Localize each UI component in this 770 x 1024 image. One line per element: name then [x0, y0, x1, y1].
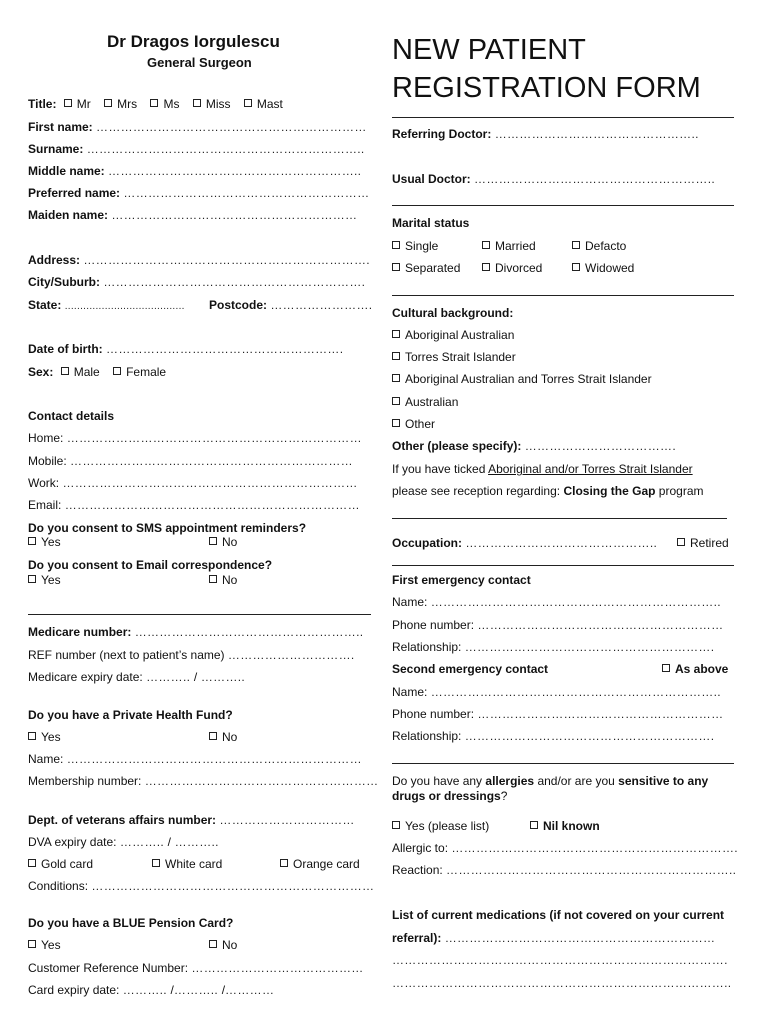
title-option-mr[interactable] — [64, 97, 91, 111]
note-text: program — [655, 484, 704, 498]
date-separator: / — [193, 670, 198, 684]
city-field[interactable]: City/Suburb: ………………………………………………………. — [28, 275, 366, 289]
checkbox[interactable] — [209, 940, 217, 948]
field-label: Email: — [28, 498, 62, 512]
checkbox[interactable] — [28, 940, 36, 948]
section-divider — [392, 565, 734, 566]
checkbox[interactable] — [392, 821, 400, 829]
phf-no-option[interactable] — [209, 730, 237, 744]
checkbox[interactable] — [113, 367, 121, 375]
question-text: and/or are you — [534, 774, 619, 788]
title-option-miss[interactable] — [193, 97, 231, 111]
question-text: Do you have any — [392, 774, 486, 788]
option-label: No — [222, 938, 238, 952]
checkbox[interactable] — [152, 859, 160, 867]
pension-yes-option[interactable] — [28, 938, 61, 952]
field-label: Postcode: — [209, 298, 268, 312]
occupation-field[interactable]: Occupation: ……………………………………….. — [392, 536, 658, 550]
form-title-line2: REGISTRATION FORM — [392, 72, 701, 104]
option-label: Nil known — [543, 819, 600, 833]
title-row — [28, 97, 283, 111]
field-label: Name: — [28, 752, 64, 766]
option-label: Retired — [690, 536, 729, 550]
marital-divorced-option[interactable] — [482, 261, 542, 275]
section-divider — [392, 295, 734, 296]
first-emergency-relationship-field[interactable]: Relationship: ……………………………………………………. — [392, 640, 715, 654]
medicare-number-field[interactable]: Medicare number: ……………………………………………….. — [28, 625, 364, 639]
checkbox[interactable] — [572, 241, 580, 249]
conditions-field[interactable]: Conditions: …………………………………………………………… — [28, 879, 375, 893]
option-label: Torres Strait Islander — [405, 350, 516, 364]
second-emergency-phone-field[interactable]: Phone number: …………………………………………………… — [392, 707, 724, 721]
field-label: Membership number: — [28, 774, 142, 788]
field-label: State: — [28, 298, 62, 312]
nil-known-option[interactable] — [530, 819, 600, 833]
field-label: Relationship: — [392, 729, 462, 743]
field-label: Allergic to: — [392, 841, 449, 855]
checkbox[interactable] — [392, 397, 400, 405]
option-label: White card — [165, 857, 223, 871]
checkbox[interactable] — [104, 99, 112, 107]
ticked-note — [392, 462, 693, 476]
gold-card-option[interactable] — [28, 857, 93, 871]
checkbox[interactable] — [530, 821, 538, 829]
option-label: Single — [405, 239, 439, 253]
marital-married-option[interactable] — [482, 239, 536, 253]
section-divider — [392, 518, 727, 519]
option-label: Married — [495, 239, 536, 253]
second-emergency-relationship-field[interactable]: Relationship: ……………………………………………………. — [392, 729, 715, 743]
email-no-option[interactable] — [209, 573, 237, 587]
medications-heading: List of current medications (if not covered on your current — [392, 908, 725, 922]
question-bold: drugs or dressings — [392, 789, 501, 803]
marital-status-heading: Marital status — [392, 216, 470, 230]
first-emergency-name-field[interactable]: Name: …………………………………………………………….. — [392, 595, 721, 609]
option-label: Aboriginal Australian and Torres Strait Islander — [405, 372, 652, 386]
email-field[interactable]: Email: ……………………………………………………………… — [28, 498, 360, 512]
referring-doctor-field[interactable]: Referring Doctor: ………………………………………….. — [392, 127, 699, 141]
doctor-name: Dr Dragos Iorgulescu — [107, 32, 280, 51]
field-label: Maiden name: — [28, 208, 109, 222]
option-label: Mrs — [117, 97, 138, 111]
retired-option[interactable] — [677, 536, 729, 550]
field-label: City/Suburb: — [28, 275, 100, 289]
checkbox[interactable] — [28, 575, 36, 583]
private-health-fund-question: Do you have a Private Health Fund? — [28, 708, 233, 722]
sex-option-male[interactable] — [61, 365, 100, 379]
option-label: Yes — [41, 573, 61, 587]
field-label: Conditions: — [28, 879, 89, 893]
home-phone-field[interactable]: Home: ……………………………………………………………… — [28, 431, 362, 445]
marital-single-option[interactable] — [392, 239, 438, 253]
medicare-expiry-field[interactable]: Medicare expiry date: ……….. / ……….. — [28, 670, 246, 684]
cultural-both-option[interactable] — [392, 372, 652, 386]
dob-field[interactable]: Date of birth: …………………………………………………. — [28, 342, 344, 356]
section-divider — [392, 205, 734, 206]
sms-yes-option[interactable] — [28, 535, 61, 549]
option-label: Gold card — [41, 857, 94, 871]
checkbox[interactable] — [64, 99, 72, 107]
phf-yes-option[interactable] — [28, 730, 61, 744]
marital-separated-option[interactable] — [392, 261, 460, 275]
work-phone-field[interactable]: Work: ……………………………………………………………… — [28, 476, 358, 490]
checkbox[interactable] — [28, 732, 36, 740]
option-label: No — [222, 730, 238, 744]
dva-number-field[interactable]: Dept. of veterans affairs number: …………………………… — [28, 813, 355, 827]
field-label: Dept. of veterans affairs number: — [28, 813, 217, 827]
checkbox[interactable] — [193, 99, 201, 107]
option-label: No — [222, 535, 238, 549]
email-yes-option[interactable] — [28, 573, 61, 587]
option-label: Aboriginal Australian — [405, 328, 515, 342]
question-text: ? — [500, 789, 508, 803]
dva-expiry-field[interactable]: DVA expiry date: ……….. / ……….. — [28, 835, 219, 849]
medications-field-line1[interactable]: referral): ………………………………………………………… — [392, 931, 716, 945]
field-label: Home: — [28, 431, 64, 445]
option-label: Widowed — [585, 261, 635, 275]
field-label: Phone number: — [392, 618, 475, 632]
checkbox[interactable] — [209, 575, 217, 583]
field-label: DVA expiry date: — [28, 835, 117, 849]
question-bold: sensitive to any — [618, 774, 709, 788]
field-label: Phone number: — [392, 707, 475, 721]
preferred-name-field[interactable]: Preferred name: …………………………………………………… — [28, 186, 370, 200]
option-label: Miss — [205, 97, 231, 111]
option-label: Divorced — [495, 261, 543, 275]
checkbox[interactable] — [482, 241, 490, 249]
field-label: Medicare expiry date: — [28, 670, 143, 684]
checkbox[interactable] — [392, 263, 400, 271]
state-field[interactable]: State: ....................................... — [28, 298, 185, 312]
option-label: Yes — [41, 730, 61, 744]
medications-field-line3[interactable]: ……………………………………………………………………….. — [392, 976, 732, 990]
field-label: Name: — [392, 685, 428, 699]
contact-details-heading: Contact details — [28, 409, 115, 423]
note-underlined: Aboriginal and/or Torres Strait Islander — [488, 462, 693, 476]
field-label: Date of birth: — [28, 342, 103, 356]
cultural-aboriginal-option[interactable] — [392, 328, 514, 342]
note-text: If you have ticked — [392, 462, 489, 476]
reaction-field[interactable]: Reaction: …………………………………………………………….. — [392, 863, 737, 877]
option-label: Yes — [41, 938, 61, 952]
checkbox[interactable] — [392, 352, 400, 360]
medications-field-line2[interactable]: ………………………………………………………………………. — [392, 953, 728, 967]
field-label: Preferred name: — [28, 186, 121, 200]
option-label: Female — [126, 365, 167, 379]
doctor-role: General Surgeon — [147, 55, 252, 70]
sms-no-option[interactable] — [209, 535, 237, 549]
cultural-torres-option[interactable] — [392, 350, 516, 364]
checkbox[interactable] — [61, 367, 69, 375]
field-label: Surname: — [28, 142, 84, 156]
field-label: Other (please specify): — [392, 439, 522, 453]
checkbox[interactable] — [662, 664, 670, 672]
usual-doctor-field[interactable]: Usual Doctor: ………………………………………………….. — [392, 172, 715, 186]
option-label: No — [222, 573, 238, 587]
title-option-mast[interactable] — [244, 97, 283, 111]
checkbox[interactable] — [209, 537, 217, 545]
reception-note — [392, 484, 704, 498]
checkbox[interactable] — [392, 241, 400, 249]
note-text: please see reception regarding: — [392, 484, 564, 498]
field-label: Middle name: — [28, 164, 105, 178]
date-separator: / — [167, 835, 171, 849]
marital-widowed-option[interactable] — [572, 261, 634, 275]
checkbox[interactable] — [572, 263, 580, 271]
section-divider — [392, 117, 734, 118]
other-specify-field[interactable]: Other (please specify): ………………………………. — [392, 439, 676, 453]
date-separator: / — [170, 983, 174, 997]
option-label: Male — [73, 365, 100, 379]
title-option-ms[interactable] — [150, 97, 179, 111]
checkbox[interactable] — [392, 330, 400, 338]
checkbox[interactable] — [244, 99, 252, 107]
field-label: Address: — [28, 253, 81, 267]
as-above-option[interactable] — [662, 662, 728, 676]
mobile-phone-field[interactable]: Mobile: …………………………………………………………… — [28, 454, 353, 468]
sex-label: Sex: — [28, 365, 54, 379]
field-label: Name: — [392, 595, 428, 609]
checkbox[interactable] — [209, 732, 217, 740]
date-separator: / — [221, 983, 226, 997]
checkbox[interactable] — [392, 374, 400, 382]
card-expiry-field[interactable]: Card expiry date: ……….. /……….. /………… — [28, 983, 275, 997]
field-label: Reaction: — [392, 863, 443, 877]
option-label: Defacto — [585, 239, 627, 253]
postcode-field[interactable]: Postcode: ……………………. — [209, 298, 373, 312]
option-label: Australian — [405, 395, 459, 409]
allergic-to-field[interactable]: Allergic to: ……………………………………………………………. — [392, 841, 738, 855]
field-label: First name: — [28, 120, 93, 134]
field-label: Referring Doctor: — [392, 127, 492, 141]
maiden-name-field[interactable]: Maiden name: …………………………………………………… — [28, 208, 358, 222]
field-label: Relationship: — [392, 640, 462, 654]
white-card-option[interactable] — [152, 857, 222, 871]
field-label: Card expiry date: — [28, 983, 120, 997]
field-label: Mobile: — [28, 454, 67, 468]
allergy-question-line1 — [392, 774, 708, 788]
field-label: Usual Doctor: — [392, 172, 471, 186]
cultural-australian-option[interactable] — [392, 395, 458, 409]
address-field[interactable]: Address: ……………………………………………………………. — [28, 253, 370, 267]
field-label: Customer Reference Number: — [28, 961, 189, 975]
checkbox[interactable] — [482, 263, 490, 271]
field-label: Medicare number: — [28, 625, 132, 639]
section-divider — [392, 763, 734, 764]
closing-the-gap-text: Closing the Gap — [563, 484, 656, 498]
orange-card-option[interactable] — [280, 857, 360, 871]
option-label: Ms — [163, 97, 180, 111]
membership-number-field[interactable]: Membership number: ………………………………………………… — [28, 774, 379, 788]
question-bold: allergies — [485, 774, 535, 788]
ref-number-field[interactable]: REF number (next to patient’s name) …………………………. — [28, 648, 355, 662]
phf-name-field[interactable]: Name: ……………………………………………………………… — [28, 752, 362, 766]
option-label: Yes (please list) — [405, 819, 490, 833]
pension-no-option[interactable] — [209, 938, 237, 952]
checkbox[interactable] — [677, 538, 685, 546]
allergy-question-line2 — [392, 789, 507, 803]
option-label: Separated — [405, 261, 461, 275]
field-label: referral): — [392, 931, 442, 945]
option-label: Orange card — [293, 857, 360, 871]
field-label: Work: — [28, 476, 60, 490]
first-emergency-phone-field[interactable]: Phone number: …………………………………………………… — [392, 618, 724, 632]
customer-reference-field[interactable]: Customer Reference Number: …………………………………… — [28, 961, 364, 975]
first-emergency-heading: First emergency contact — [392, 573, 531, 587]
checkbox[interactable] — [392, 419, 400, 427]
checkbox[interactable] — [280, 859, 288, 867]
checkbox[interactable] — [150, 99, 158, 107]
second-emergency-name-field[interactable]: Name: …………………………………………………………….. — [392, 685, 721, 699]
field-label: REF number (next to patient’s name) — [28, 648, 225, 662]
title-option-mrs[interactable] — [104, 97, 137, 111]
sex-option-female[interactable] — [113, 365, 166, 379]
option-label: Other — [405, 417, 436, 431]
email-consent-question: Do you consent to Email correspondence? — [28, 558, 273, 572]
option-label: Yes — [41, 535, 61, 549]
field-label: Occupation: — [392, 536, 463, 550]
option-label: Mr — [76, 97, 91, 111]
first-name-field[interactable]: First name: ………………………………………………………… — [28, 120, 367, 134]
allergy-yes-option[interactable] — [392, 819, 489, 833]
option-label: As above — [675, 662, 729, 676]
form-title-line1: NEW PATIENT — [392, 34, 586, 66]
pension-card-question: Do you have a BLUE Pension Card? — [28, 916, 234, 930]
surname-field[interactable]: Surname: ………………………………………………………….. — [28, 142, 365, 156]
title-label: Title: — [28, 97, 57, 111]
section-divider — [28, 614, 371, 615]
option-label: Mast — [256, 97, 283, 111]
sms-consent-question: Do you consent to SMS appointment reminders? — [28, 521, 307, 535]
checkbox[interactable] — [28, 859, 36, 867]
cultural-other-option[interactable] — [392, 417, 435, 431]
second-emergency-heading: Second emergency contact — [392, 662, 549, 676]
cultural-background-heading: Cultural background: — [392, 306, 514, 320]
sex-row — [28, 365, 166, 379]
marital-defacto-option[interactable] — [572, 239, 626, 253]
checkbox[interactable] — [28, 537, 36, 545]
middle-name-field[interactable]: Middle name: …………………………………………………….. — [28, 164, 362, 178]
